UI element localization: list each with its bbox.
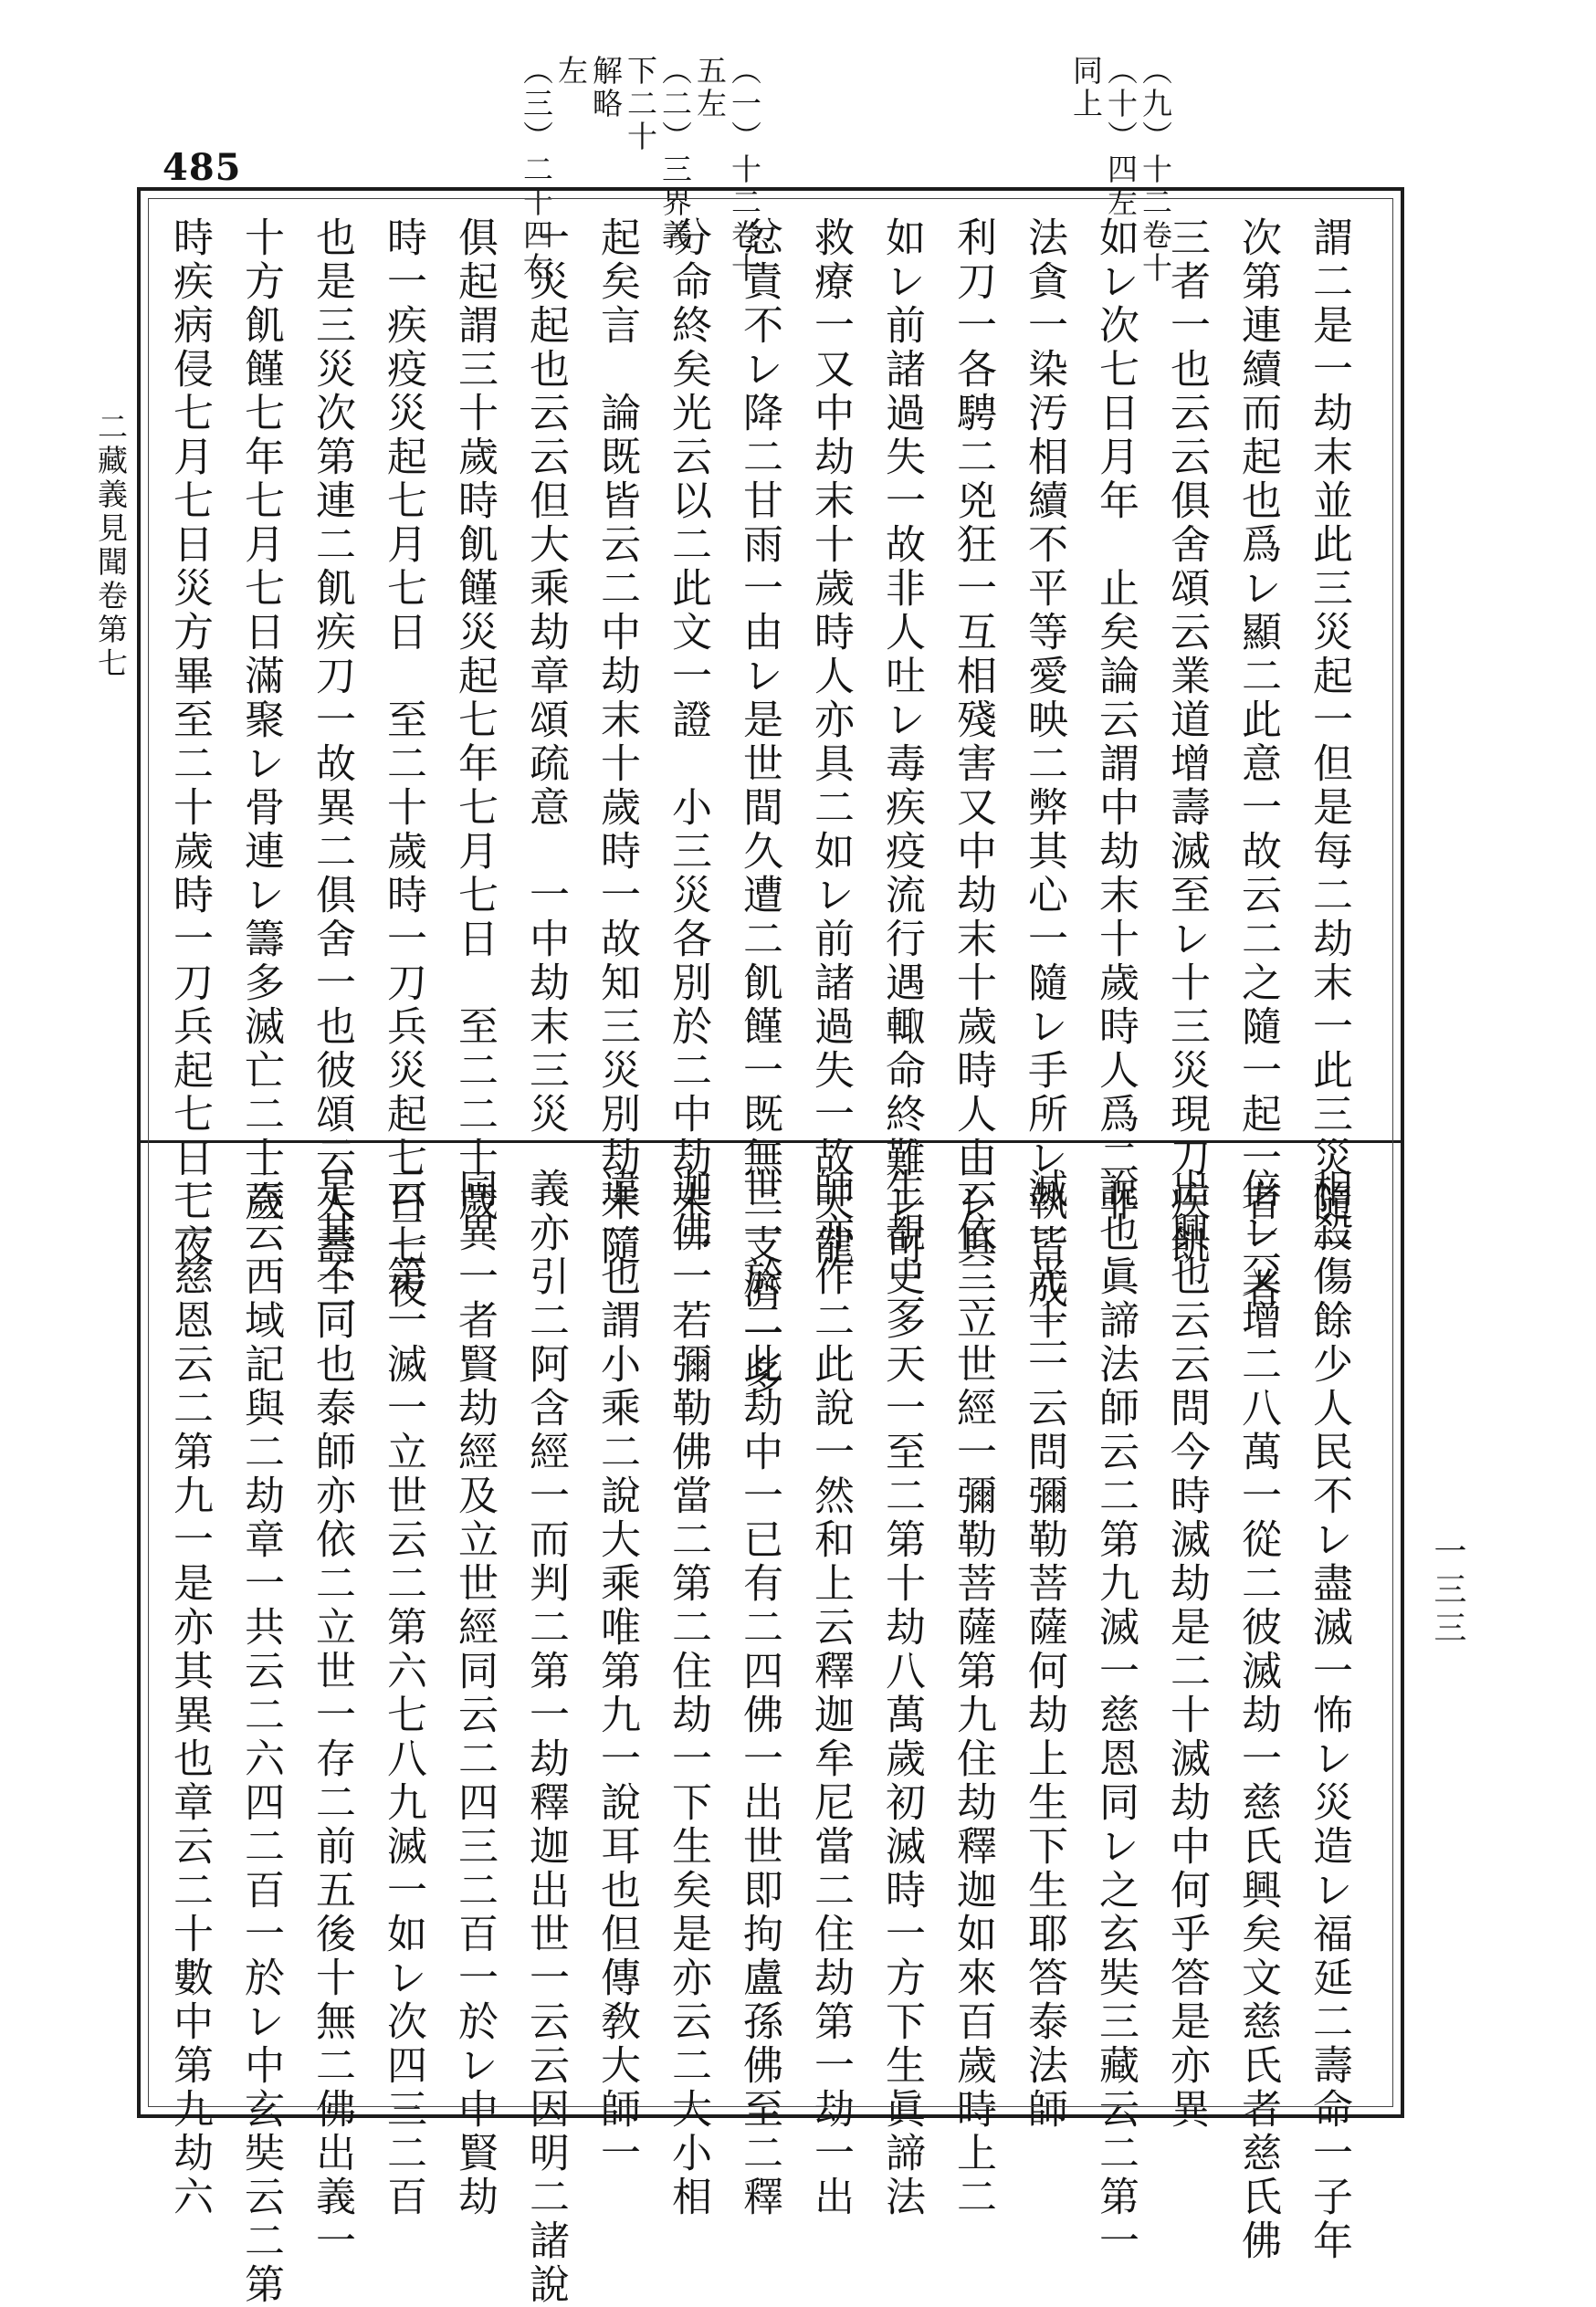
marginal-note: （九）十二卷十 — [1138, 55, 1173, 285]
text-column: 也是三災次第連二飢疾刀一故異二俱舍一也彼頌云人壽三 — [309, 216, 355, 1312]
text-column: 十方飢饉七年七月七日滿聚レ骨連レ籌多滅亡二十歲 — [237, 216, 284, 1224]
text-column: 時疾病侵七月七日災方畢至二十歲時一刀兵起七日七夜 — [166, 216, 213, 1268]
lower-text-panel — [166, 1168, 1364, 2307]
text-column: 一災起也云云但大乘劫章頌疏意 一中劫末三災 — [522, 216, 569, 1137]
text-column: 義亦引二阿含經一而判二第一劫釋迦出世一云云因明二諸說 — [522, 1168, 569, 2307]
text-column: 法貪一染汚相續不平等愛映二弊其心一隨レ手所レ執皆成二 — [1021, 216, 1067, 1356]
running-title: 二藏義見聞卷第七 — [93, 411, 129, 681]
marginal-note: （十）四左 — [1103, 55, 1139, 219]
marginal-notes-right — [1068, 55, 1173, 285]
upper-text-panel — [166, 216, 1364, 1400]
text-column: 利刀一各騁二兇狂一互相殘害又中劫末十歲時人由レ具二 — [950, 216, 996, 1312]
text-frame — [137, 187, 1404, 2307]
text-column: 違一也謂小乘二說大乘唯第九一說耳也但傳敎大師一 — [593, 1168, 640, 2176]
marginal-note: 下二十 — [623, 55, 658, 153]
text-column: 生覩史多天一至二第十劫八萬歲初滅時一方下生眞諦法 — [878, 1168, 925, 2219]
marginal-note: （一）十二卷十 — [727, 55, 762, 285]
marginal-note: （三）二十四右 — [519, 55, 554, 285]
marginal-note: 同上 — [1068, 55, 1104, 121]
text-column: 救療一又中劫末十歲時人亦具二如レ前諸過失一故天龍 — [807, 216, 854, 1268]
marginal-note: （二）三界義 — [657, 55, 693, 252]
marginal-notes-left — [519, 55, 762, 285]
text-column: 是其不同也泰師亦依二立世一存二前五後十無二佛出義一 — [309, 1168, 355, 2263]
text-column: 相殺傷餘少人民不レ盡滅一怖レ災造レ福延二壽命一子年 — [1306, 1168, 1352, 2263]
text-column: 起矣言 論既皆云二中劫末十歲時一故知三災別劫末隨 — [593, 216, 640, 1268]
text-column: 云云西域記與二劫章一共云二六四二百一於レ中玄奘云二第 — [237, 1168, 284, 2307]
text-column: 世一於二此劫中一已有二四佛一出世即拘盧孫佛至二釋 — [736, 1168, 782, 2219]
text-column: 云二第一滅一立世云二第六七八九滅一如レ次四三二百 — [380, 1168, 426, 2219]
text-column: 同異一者賢劫經及立世經同云二四三二百一於レ中賢劫 — [451, 1168, 498, 2219]
marginal-note: 解略 — [588, 55, 624, 121]
panel-divider — [141, 1140, 1401, 1143]
folio-number: 一三三 — [1429, 1534, 1466, 1649]
text-column: 云依二立世經一彌勒菩薩第九住劫釋迦如來百歲時上二 — [950, 1168, 996, 2219]
marginal-note: 左 — [553, 55, 589, 88]
text-column: 滅一光十一云問彌勒菩薩何劫上生下生耶答泰法師 — [1021, 1168, 1067, 2132]
page-number: 485 — [163, 146, 242, 189]
text-column: 如レ前諸過失一故非人吐レ毒疾疫流行遇輙命終難レ可二 — [878, 216, 925, 1312]
text-column: 迦佛一若彌勒佛當二第二住劫一下生矣是亦云二大小相 — [665, 1168, 711, 2219]
text-column: 時一疾疫災起七月七日 至二十歲時一刀兵災起七日七夜 — [380, 216, 426, 1312]
text-column: 師亦作二此說一然和上云釋迦牟尼當二住劫第一劫一出 — [807, 1168, 854, 2219]
marginal-note: 五左 — [692, 55, 728, 121]
text-column: 三者一也云云俱舍頌云業道增壽滅至レ十三災現刀疾飢 — [1163, 216, 1210, 1268]
text-column: 一一慈恩云二第九一是亦其異也章云二十數中第九劫六 — [166, 1168, 213, 2219]
text-column: 如レ次七日月年 止矣論云謂中劫末十歲時人爲二非 — [1092, 216, 1139, 1224]
text-column: 分命終矣光云以二此文一證 小三災各別於二中劫末一 — [665, 216, 711, 1268]
text-column: 倍レ父增二八萬一從二彼滅劫一慈氏興矣文慈氏者慈氏佛 — [1234, 1168, 1281, 2263]
text-column: 說也眞諦法師云二第九滅一慈恩同レ之玄奘三藏云二第一 — [1092, 1168, 1139, 2263]
text-column: 出興也云云問今時滅劫是二十滅劫中何乎答是亦異 — [1163, 1168, 1210, 2132]
text-column: 俱起謂三十歲時飢饉災起七年七月七日 至二二十歲 — [451, 216, 498, 1224]
text-column: 次第連續而起也爲レ顯二此意一故云二之隨一起一者二者 — [1234, 216, 1281, 1312]
text-column: 忿責不レ降二甘雨一由レ是世間久遭二飢饉一既無二支濟一多 — [736, 216, 782, 1400]
text-column: 謂二是一劫末並此三災起一但是每二劫末一此三災隨一 — [1306, 216, 1352, 1268]
